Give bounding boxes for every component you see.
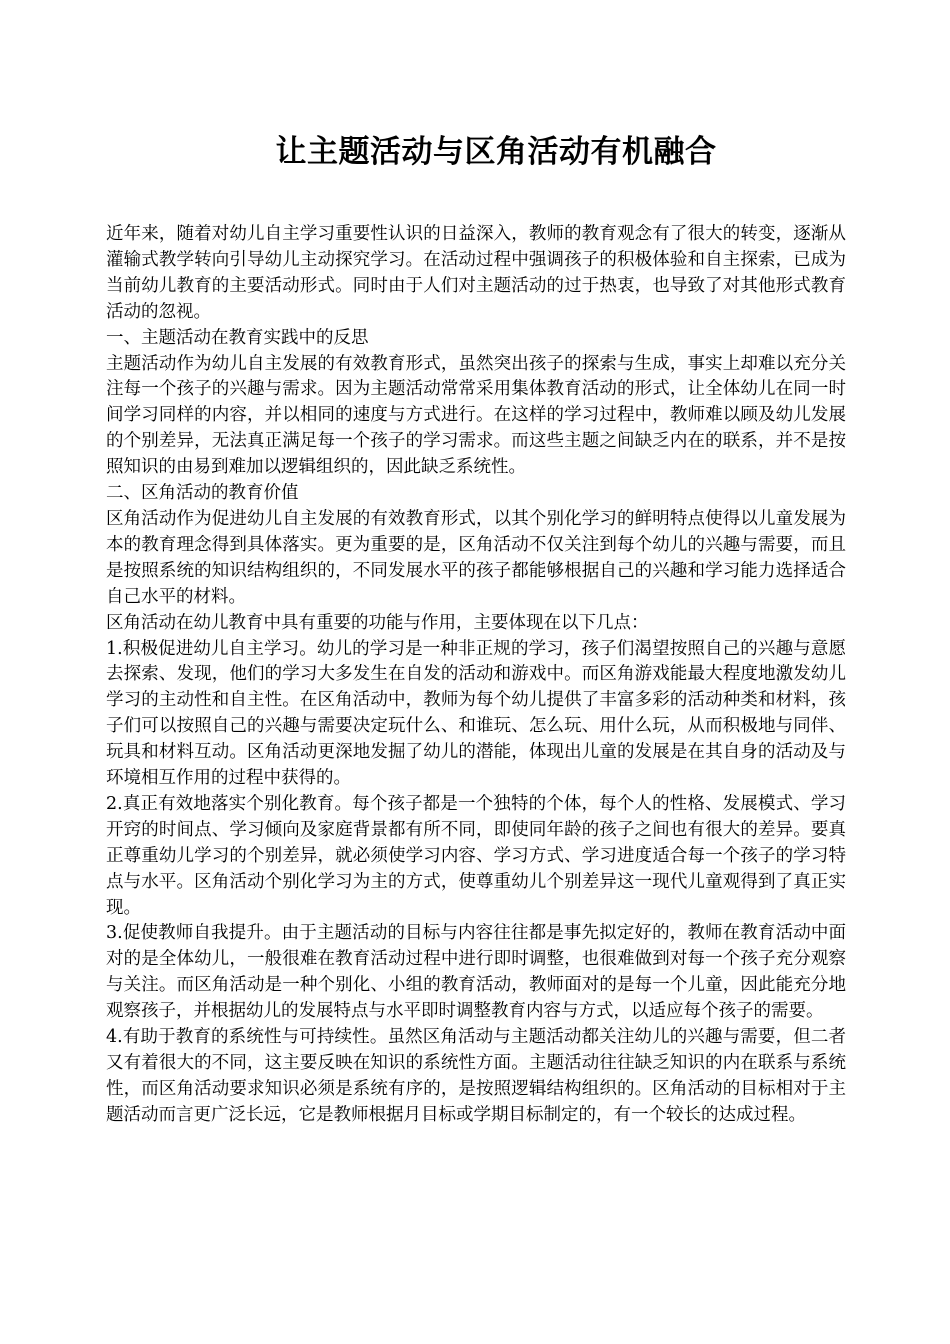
list-item-3: 3.促使教师自我提升。由于主题活动的目标与内容往往都是事先拟定好的，教师在教育活动中面对的是全体幼儿，一般很难在教育活动过程中进行即时调整，也很难做到对每一个孩子充分观察与关注。而区角活动是一种个别化、小组的教育活动，教师面对的是每一个儿童，因此能充分地观察孩子，并根据幼儿的发展特点与水平即时调整教育内容与方式，以适应每个孩子的需要。: [106, 923, 846, 1022]
document-title: 让主题活动与区角活动有机融合: [275, 134, 717, 170]
section-2-intro-list: 区角活动在幼儿教育中具有重要的功能与作用，主要体现在以下几点：: [106, 612, 649, 633]
section-heading-1: 一、主题活动在教育实践中的反思: [106, 327, 369, 348]
section-2-paragraph: 区角活动作为促进幼儿自主发展的有效教育形式，以其个别化学习的鲜明特点使得以儿童发展为本的教育理念得到具体落实。更为重要的是，区角活动不仅关注到每个幼儿的兴趣与需要，而且是按照系统的知识结构组织的，不同发展水平的孩子都能够根据自己的兴趣和学习能力选择适合自己水平的材料。: [106, 508, 846, 607]
list-item-4: 4.有助于教育的系统性与可持续性。虽然区角活动与主题活动都关注幼儿的兴趣与需要，但二者又有着很大的不同，这主要反映在知识的系统性方面。主题活动往往缺乏知识的内在联系与系统性，而区角活动要求知识必须是系统有序的，是按照逻辑结构组织的。区角活动的目标相对于主题活动而言更广泛长远，它是教师根据月目标或学期目标制定的，有一个较长的达成过程。: [106, 1027, 846, 1125]
document-body: [106, 222, 846, 1129]
intro-paragraph: 近年来，随着对幼儿自主学习重要性认识的日益深入，教师的教育观念有了很大的转变，逐渐从灌输式教学转向引导幼儿主动探究学习。在活动过程中强调孩子的积极体验和自主探索，已成为当前幼儿教育的主要活动形式。同时由于人们对主题活动的过于热衷，也导致了对其他形式教育活动的忽视。: [106, 224, 846, 322]
section-heading-2: 二、区角活动的教育价值: [106, 483, 299, 504]
section-1-paragraph: 主题活动作为幼儿自主发展的有效教育形式，虽然突出孩子的探索与生成，事实上却难以充分关注每一个孩子的兴趣与需求。因为主题活动常常采用集体教育活动的形式，让全体幼儿在同一时间学习同样的内容，并以相同的速度与方式进行。在这样的学习过程中，教师难以顾及幼儿发展的个别差异，无法真正满足每一个孩子的学习需求。而这些主题之间缺乏内在的联系，并不是按照知识的由易到难加以逻辑组织的，因此缺乏系统性。: [106, 353, 846, 478]
list-item-2: 2.真正有效地落实个别化教育。每个孩子都是一个独特的个体，每个人的性格、发展模式、学习开窍的时间点、学习倾向及家庭背景都有所不同，即使同年龄的孩子之间也有很大的差异。要真正尊重幼儿学习的个别差异，就必须使学习内容、学习方式、学习进度适合每一个孩子的学习特点与水平。区角活动个别化学习为主的方式，使尊重幼儿个别差异这一现代儿童观得到了真正实现。: [106, 793, 846, 918]
list-item-1: 1.积极促进幼儿自主学习。幼儿的学习是一种非正规的学习，孩子们渴望按照自己的兴趣与意愿去探索、发现，他们的学习大多发生在自发的活动和游戏中。而区角游戏能最大程度地激发幼儿学习的主动性和自主性。在区角活动中，教师为每个幼儿提供了丰富多彩的活动种类和材料，孩子们可以按照自己的兴趣与需要决定玩什么、和谁玩、怎么玩、用什么玩，从而积极地与同伴、玩具和材料互动。区角活动更深地发掘了幼儿的潜能，体现出儿童的发展是在其自身的活动及与环境相互作用的过程中获得的。: [106, 638, 846, 789]
